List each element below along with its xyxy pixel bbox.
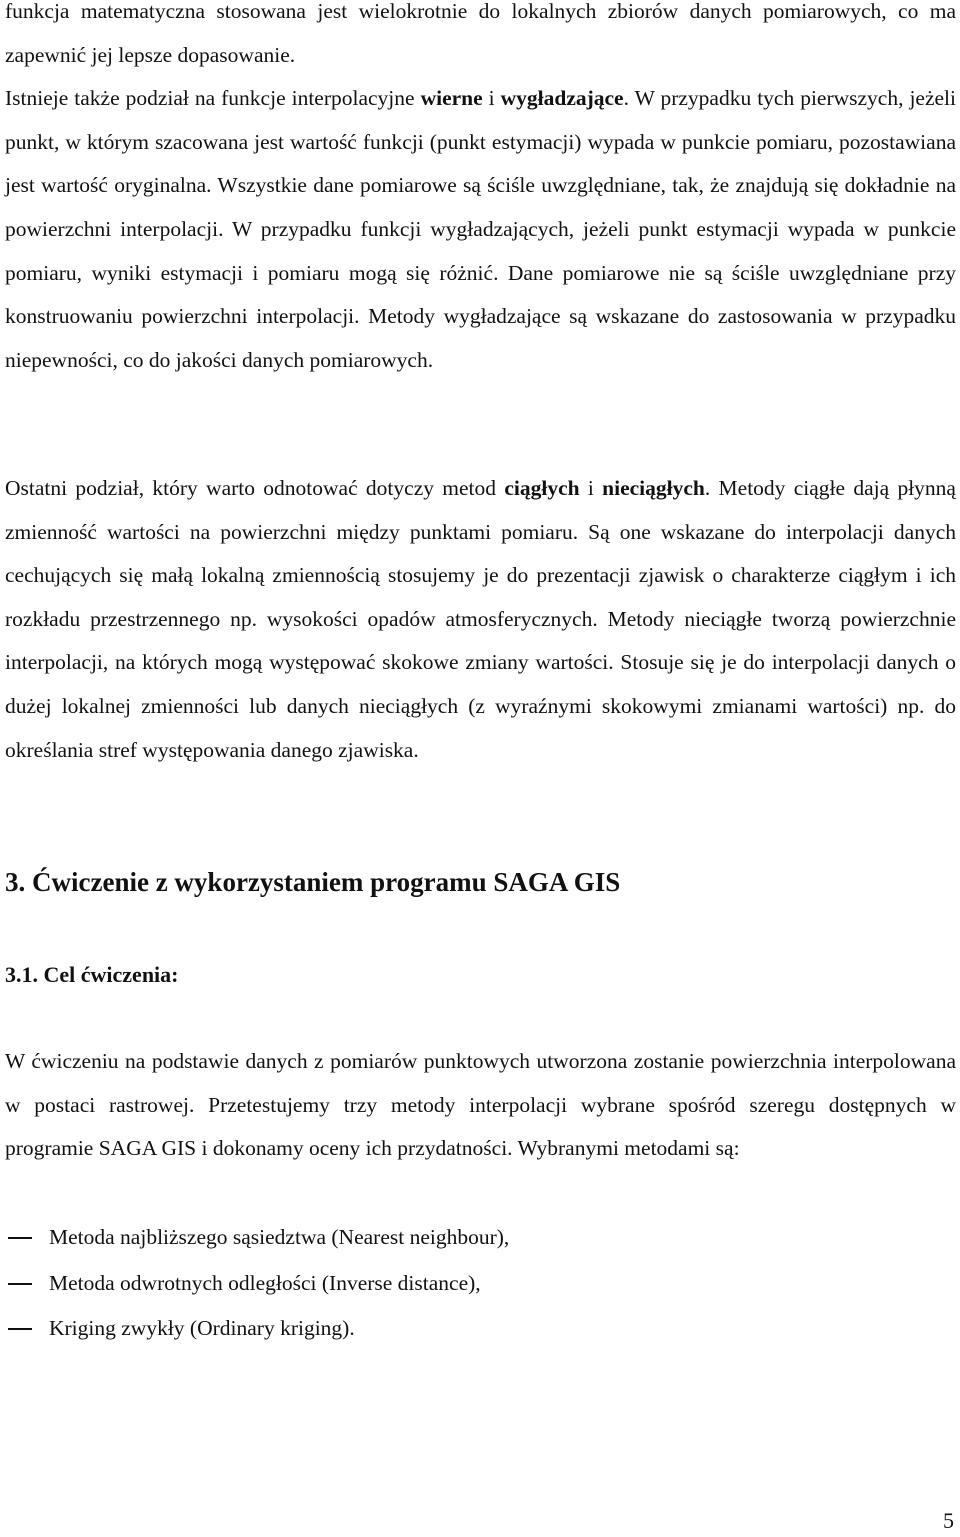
paragraph-text: . Metody ciągłe dają płynną zmienność wartości na powierzchni między punktami pomiaru. Są one wskazane do interpolacji danych cechujących się małą lokalną zmiennością stosujemy je do prezentacji zjawisk o charakterze ciągłym i ich rozkładu przestrzennego np. wysokości opadów atmosferycznych. Metody nieciągłe tworzą powierzchnie interpolacji, na których mogą występować skokowe zmiany wartości. Stosuje się je do interpolacji danych o dużej lokalnej zmienności lub danych nieciągłych (z wyraźnymi skokowymi zmianami wartości) np. do określania stref występowania danego zjawiska.	[5, 476, 956, 762]
paragraph-text: funkcja matematyczna stosowana jest wielokrotnie do lokalnych zbiorów danych pomiarowych, co ma zapewnić jej lepsze dopasowanie.	[5, 0, 956, 67]
paragraph-interpolation-types	[5, 0, 956, 382]
bold-term-ciaglych: ciągłych	[504, 476, 580, 500]
list-item-text: Kriging zwykły (Ordinary kriging).	[49, 1316, 355, 1340]
dash-bullet-icon	[8, 1283, 32, 1285]
bold-term-wygladzajace: wygładzające	[500, 86, 624, 111]
page-number: 5	[943, 1508, 954, 1533]
bold-term-wierne: wierne	[420, 86, 483, 111]
paragraph-text: i	[482, 86, 501, 111]
list-item-text: Metoda najbliższego sąsiedztwa (Nearest neighbour),	[49, 1225, 510, 1249]
dash-bullet-icon	[8, 1328, 32, 1330]
paragraph-continuous-methods	[5, 467, 956, 772]
subsection-heading: 3.1. Cel ćwiczenia:	[5, 962, 179, 987]
paragraph-text: i	[579, 476, 603, 500]
dash-bullet-icon	[8, 1237, 32, 1239]
list-item	[5, 1215, 956, 1261]
paragraph-text: . W przypadku tych pierwszych, jeżeli punkt, w którym szacowana jest wartość funkcji (punkt estymacji) wypada w punkcie pomiaru, pozostawiana jest wartość oryginalna. Wszystkie dane pomiarowe są ściśle uwzględniane, tak, że znajdują się dokładnie na powierzchni interpolacji. W przypadku funkcji wygładzających, jeżeli punkt estymacji wypada w punkcie pomiaru, wyniki estymacji i pomiaru mogą się różnić. Dane pomiarowe nie są ściśle uwzględniane przy konstruowaniu powierzchni interpolacji. Metody wygładzające są wskazane do zastosowania w przypadku niepewności, co do jakości danych pomiarowych.	[5, 86, 957, 372]
section-heading: 3. Ćwiczenie z wykorzystaniem programu SAGA GIS	[5, 867, 621, 897]
list-item	[5, 1306, 956, 1352]
bold-term-nieciaglych: nieciągłych	[602, 476, 705, 500]
list-item-text: Metoda odwrotnych odległości (Inverse distance),	[49, 1270, 481, 1295]
methods-list	[5, 1215, 956, 1352]
paragraph-text: Ostatni podział, który warto odnotować dotyczy metod	[5, 476, 505, 500]
list-item	[5, 1261, 956, 1307]
paragraph-text: Istnieje także podział na funkcje interpolacyjne	[5, 86, 421, 111]
paragraph-exercise-goal: W ćwiczeniu na podstawie danych z pomiarów punktowych utworzona zostanie powierzchnia interpolowana w postaci rastrowej. Przetestujemy trzy metody interpolacji wybrane spośród szeregu dostępnych w programie SAGA GIS i dokonamy oceny ich przydatności. Wybranymi metodami są:	[5, 1049, 956, 1161]
